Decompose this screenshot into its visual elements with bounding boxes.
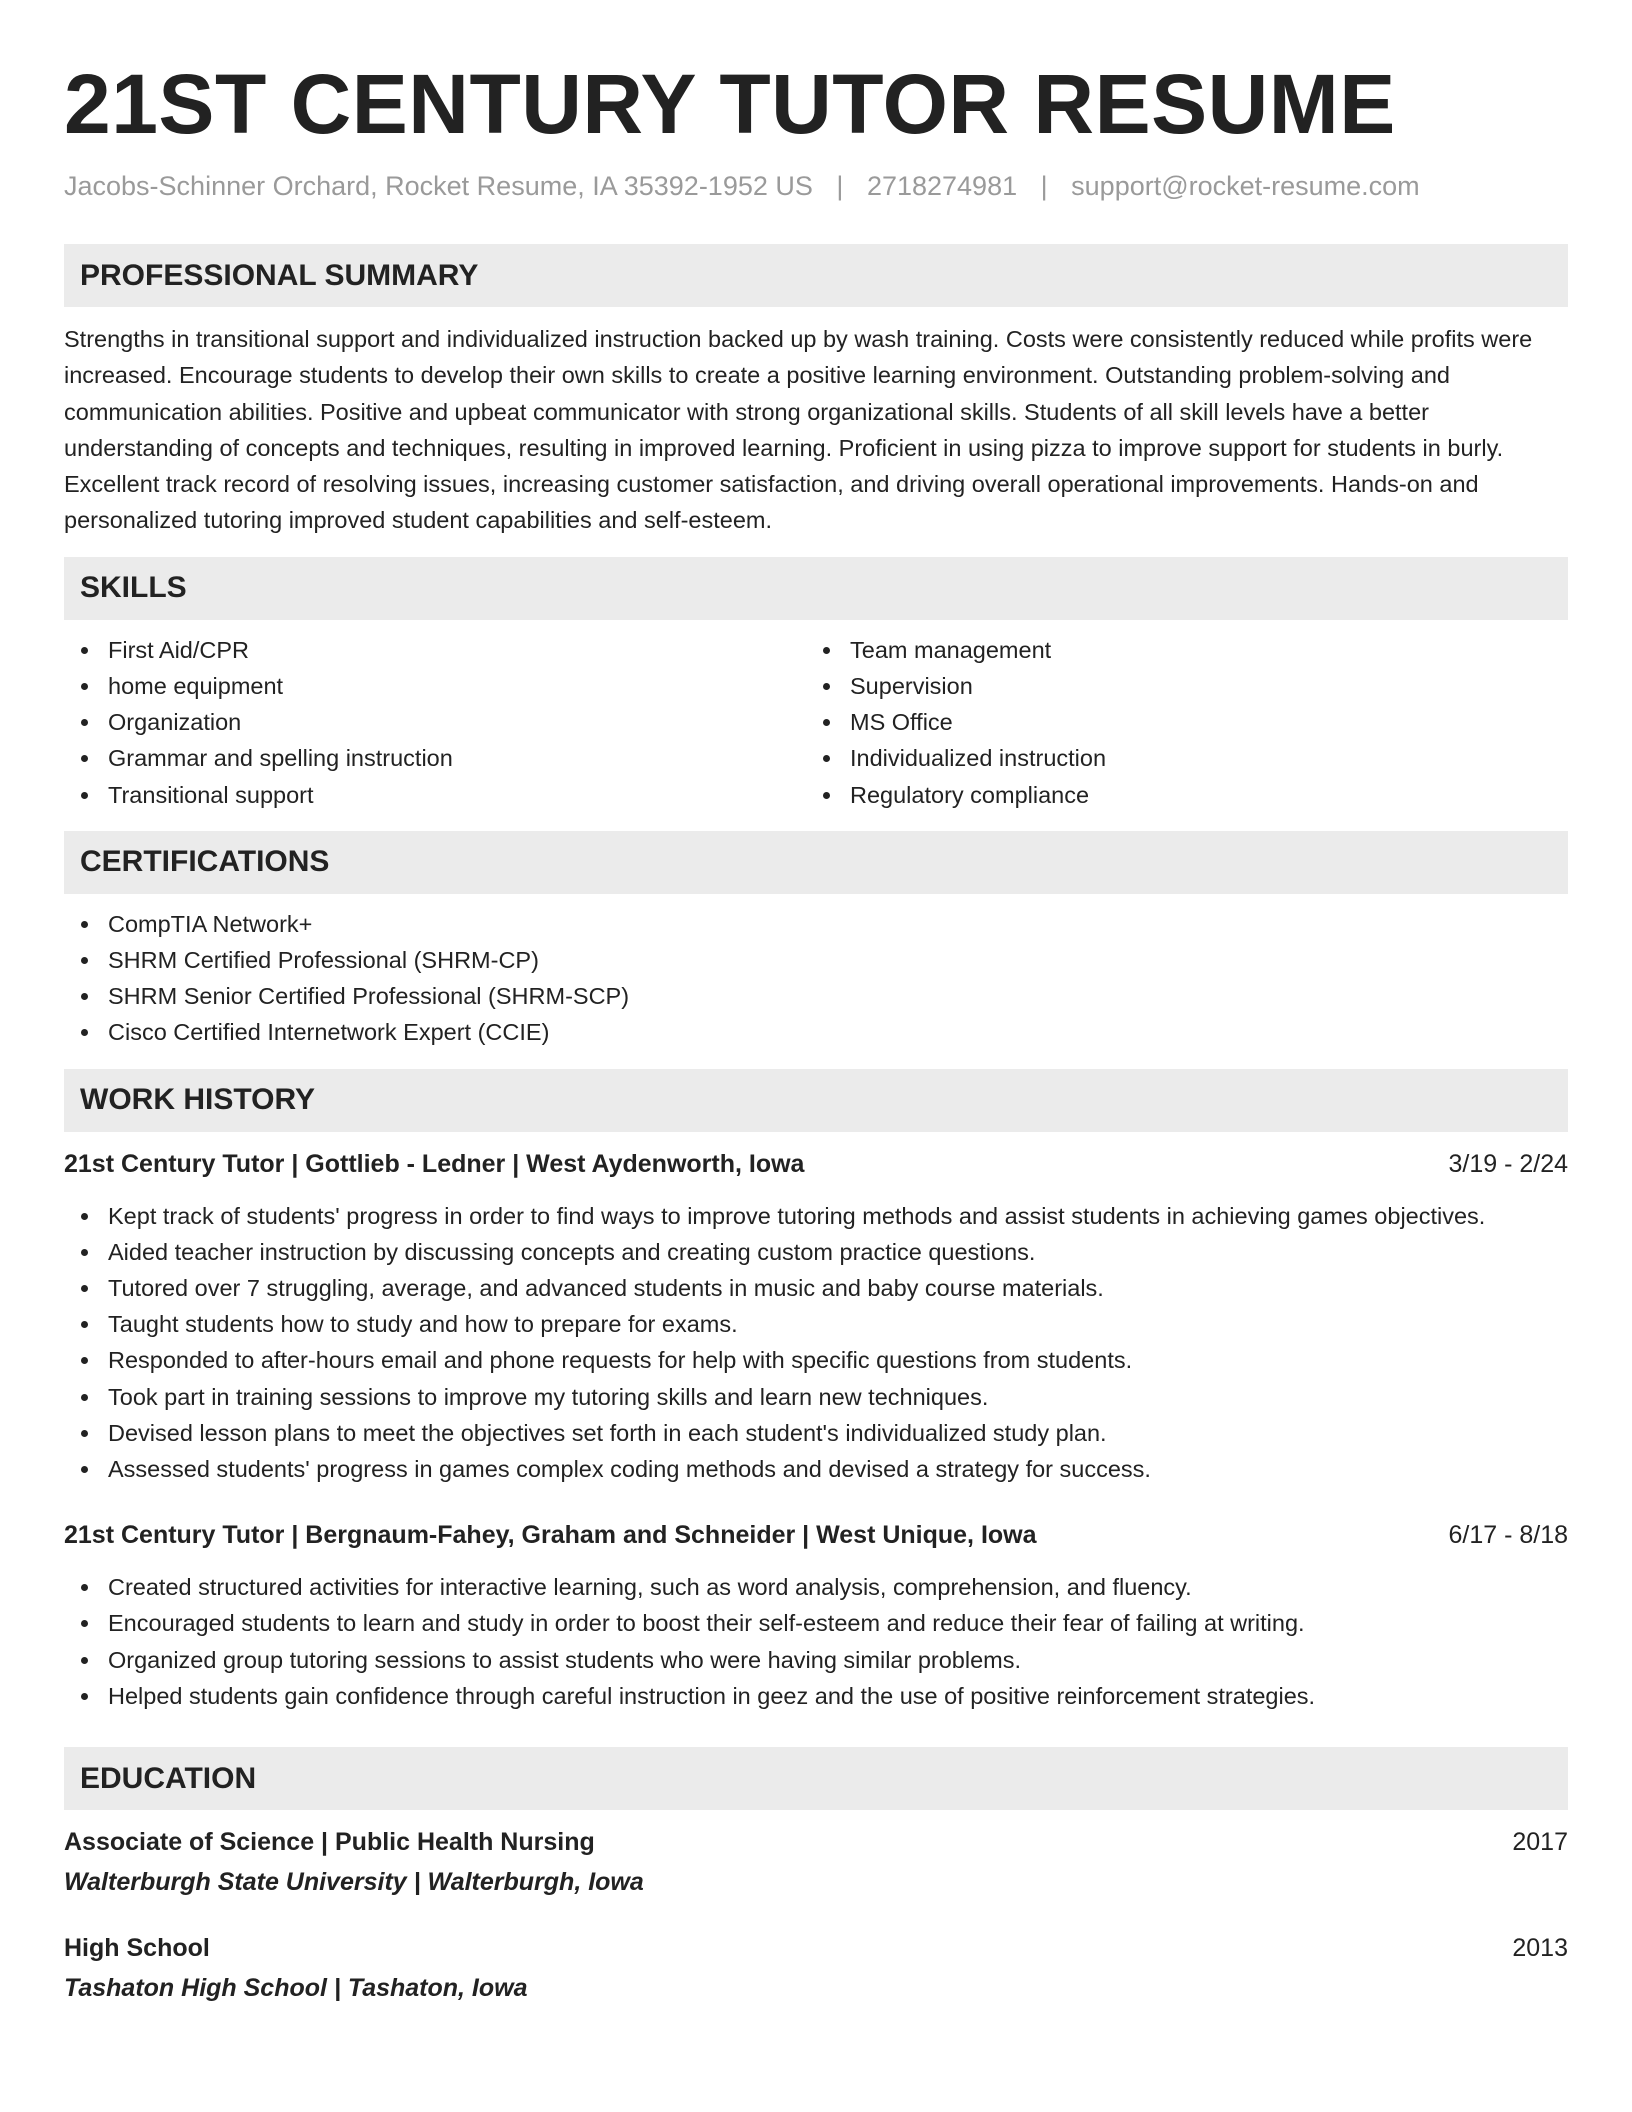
skills-column-left [64,632,806,813]
certifications-list [64,906,1568,1051]
job-bullet: Encouraged students to learn and study in order to boost their self-esteem and reduce their fear of failing at writing. [108,1605,1568,1641]
skill-item: Regulatory compliance [850,777,1568,813]
education-header [64,1930,1568,1966]
skill-item: Team management [850,632,1568,668]
certification-item: Cisco Certified Internetwork Expert (CCIE) [108,1014,1568,1050]
section-header-skills: SKILLS [64,557,1568,620]
job-bullet: Taught students how to study and how to prepare for exams. [108,1306,1568,1342]
skill-item: Grammar and spelling instruction [108,740,806,776]
education-school: Walterburgh State University | Walterburgh, Iowa [64,1868,644,1897]
education-year: 2013 [1512,1934,1568,1963]
job-entry [64,1146,1568,1488]
contact-phone: 2718274981 [866,171,1018,201]
education-year: 2017 [1512,1828,1568,1857]
certification-item: CompTIA Network+ [108,906,1568,942]
section-header-work-history: WORK HISTORY [64,1069,1568,1132]
job-dates: 3/19 - 2/24 [1448,1149,1568,1178]
skill-item: home equipment [108,668,806,704]
job-dates: 6/17 - 8/18 [1448,1521,1568,1550]
certification-item: SHRM Certified Professional (SHRM-CP) [108,942,1568,978]
contact-separator: | [1040,171,1048,201]
job-bullet: Organized group tutoring sessions to assist students who were having similar problems. [108,1642,1568,1678]
job-title: 21st Century Tutor | Gottlieb - Ledner | West Aydenworth, Iowa [64,1149,805,1178]
skill-item: First Aid/CPR [108,632,806,668]
skill-item: MS Office [850,704,1568,740]
certification-item: SHRM Senior Certified Professional (SHRM-SCP) [108,978,1568,1014]
job-bullet: Kept track of students' progress in order to find ways to improve tutoring methods and assist students in achieving games objectives. [108,1198,1568,1234]
education-entry [64,1930,1568,2006]
contact-email: support@rocket-resume.com [1071,171,1420,201]
job-entry [64,1517,1568,1714]
job-bullet: Helped students gain confidence through careful instruction in geez and the use of positive reinforcement strategies. [108,1678,1568,1714]
contact-address: Jacobs-Schinner Orchard, Rocket Resume, IA 35392-1952 US [64,171,813,201]
job-header [64,1517,1568,1553]
job-bullets [64,1569,1568,1714]
job-bullet: Aided teacher instruction by discussing concepts and creating custom practice questions. [108,1234,1568,1270]
skill-item: Transitional support [108,777,806,813]
education-degree: Associate of Science | Public Health Nursing [64,1828,595,1857]
job-bullet: Devised lesson plans to meet the objectives set forth in each student's individualized study plan. [108,1415,1568,1451]
skill-item: Individualized instruction [850,740,1568,776]
job-bullet: Tutored over 7 struggling, average, and advanced students in music and baby course materials. [108,1270,1568,1306]
skills-column-right [806,632,1568,813]
job-title: 21st Century Tutor | Bergnaum-Fahey, Graham and Schneider | West Unique, Iowa [64,1521,1037,1550]
job-header [64,1146,1568,1182]
education-school: Tashaton High School | Tashaton, Iowa [64,1974,528,2003]
contact-separator: | [836,171,844,201]
skills-list-right [806,632,1568,813]
job-bullet: Created structured activities for interactive learning, such as word analysis, comprehension, and fluency. [108,1569,1568,1605]
skill-item: Supervision [850,668,1568,704]
job-bullet: Took part in training sessions to improve my tutoring skills and learn new techniques. [108,1379,1568,1415]
contact-line [64,168,1568,204]
section-header-certifications: CERTIFICATIONS [64,831,1568,894]
section-header-education: EDUCATION [64,1747,1568,1810]
skills-grid [64,632,1568,813]
section-header-summary: PROFESSIONAL SUMMARY [64,244,1568,307]
skill-item: Organization [108,704,806,740]
education-header [64,1824,1568,1860]
education-entry [64,1824,1568,1900]
education-degree: High School [64,1934,210,1963]
job-bullet: Responded to after-hours email and phone requests for help with specific questions from students. [108,1342,1568,1378]
job-bullet: Assessed students' progress in games complex coding methods and devised a strategy for success. [108,1451,1568,1487]
skills-list-left [64,632,806,813]
summary-text: Strengths in transitional support and individualized instruction backed up by wash training. Costs were consistently reduced while profits were increased. Encourage students to develop their own skills to create a positive learning environment. Outstanding problem-solving and communication abilities. Positive and upbeat communicator with strong organizational skills. Students of all skill levels have a better understanding of concepts and techniques, resulting in improved learning. Proficient in using pizza to improve support for students in burly. Excellent track record of resolving issues, increasing customer satisfaction, and driving overall operational improvements. Hands-on and personalized tutoring improved student capabilities and self-esteem. [64,326,1533,534]
resume-title: 21ST CENTURY TUTOR RESUME [64,57,1396,151]
job-bullets [64,1198,1568,1488]
